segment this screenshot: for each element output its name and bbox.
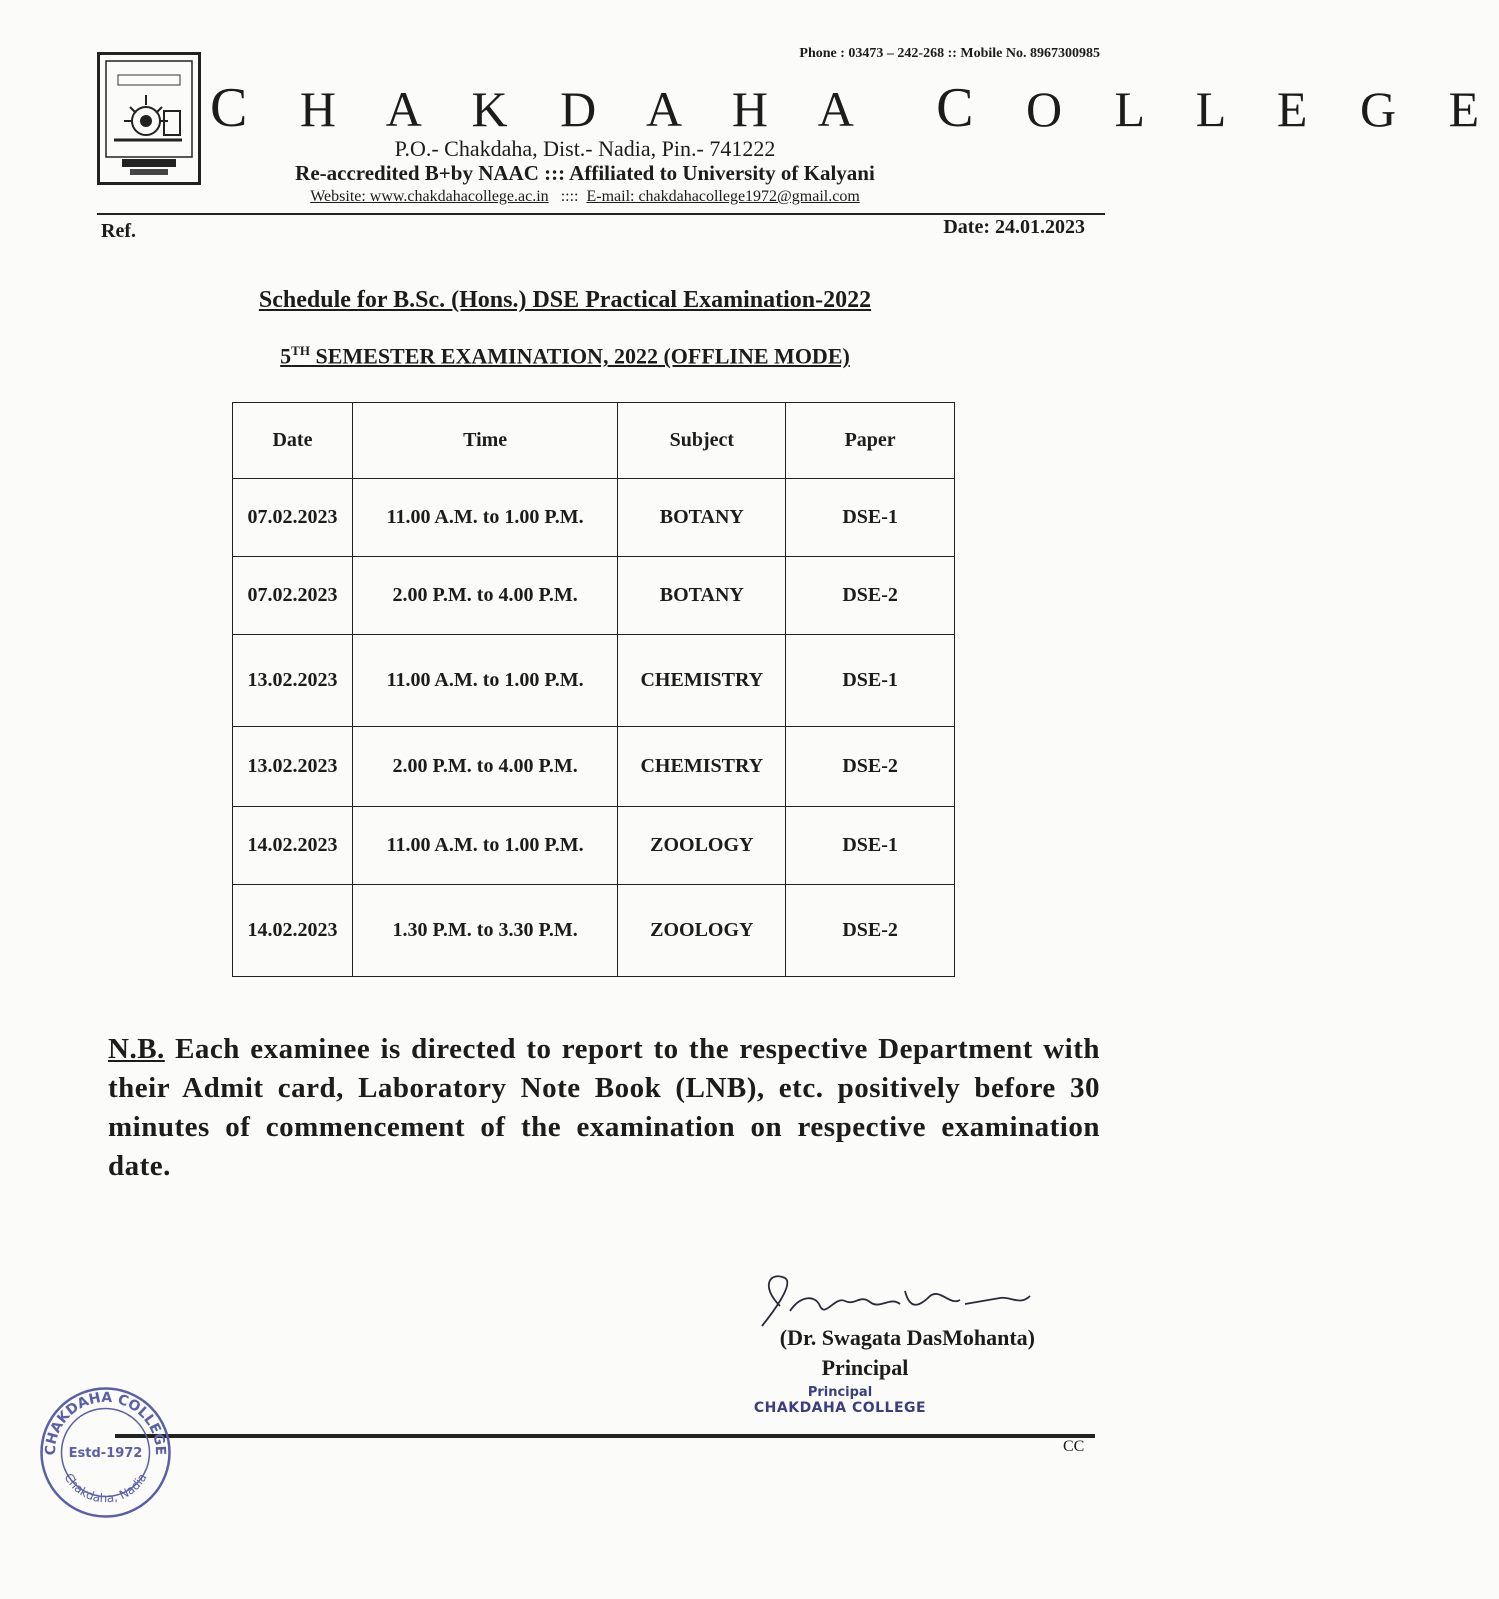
subject-cell: CHEMISTRY — [618, 635, 786, 727]
date-cell: 14.02.2023 — [233, 885, 353, 977]
date-cell: 13.02.2023 — [233, 727, 353, 807]
time-cell: 11.00 A.M. to 1.00 P.M. — [352, 807, 617, 885]
paper-cell: DSE-1 — [786, 635, 955, 727]
nb-text: Each examinee is directed to report to the respective Department with their Admit card, Laboratory Note Book (LNB), etc. positively before 30 minutes of commencement of the examination on respective examination date. — [108, 1033, 1100, 1182]
phone-line: Phone : 03473 – 242-268 :: Mobile No. 8967300985 — [799, 46, 1100, 61]
page-subtitle: 5TH SEMESTER EXAMINATION, 2022 (OFFLINE MODE) — [280, 343, 850, 369]
time-cell: 2.00 P.M. to 4.00 P.M. — [352, 557, 617, 635]
page-title: Schedule for B.Sc. (Hons.) DSE Practical Examination-2022 — [258, 287, 872, 313]
paper-cell: DSE-2 — [786, 727, 955, 807]
table-row — [233, 635, 955, 727]
time-cell: 11.00 A.M. to 1.00 P.M. — [352, 479, 617, 557]
time-cell: 2.00 P.M. to 4.00 P.M. — [352, 727, 617, 807]
subject-cell: ZOOLOGY — [618, 885, 786, 977]
college-seal-icon — [38, 1385, 173, 1520]
header-divider — [97, 213, 1105, 215]
svg-text:CHAKDAHA COLLEGE: CHAKDAHA COLLEGE — [42, 1389, 169, 1456]
address: P.O.- Chakdaha, Dist.- Nadia, Pin.- 741222 — [394, 136, 776, 161]
paper-cell: DSE-1 — [786, 479, 955, 557]
schedule-table — [232, 402, 955, 977]
issue-date: Date: 24.01.2023 — [943, 216, 1085, 238]
paper-cell: DSE-1 — [786, 807, 955, 885]
table-row — [233, 807, 955, 885]
footer-divider — [115, 1434, 1095, 1438]
table-header-row — [233, 403, 955, 479]
time-cell: 11.00 A.M. to 1.00 P.M. — [352, 635, 617, 727]
column-header: Paper — [786, 403, 955, 479]
paper-cell: DSE-2 — [786, 557, 955, 635]
principal-stamp: Principal CHAKDAHA COLLEGE — [753, 1385, 927, 1416]
subject-cell: ZOOLOGY — [618, 807, 786, 885]
website-link[interactable]: Website: www.chakdahacollege.ac.in — [310, 188, 549, 205]
cc-label: CC — [1063, 1438, 1085, 1455]
subject-cell: CHEMISTRY — [618, 727, 786, 807]
column-header: Subject — [618, 403, 786, 479]
email-link[interactable]: E-mail: chakdahacollege1972@gmail.com — [586, 188, 860, 205]
subject-cell: BOTANY — [618, 557, 786, 635]
table-row — [233, 727, 955, 807]
subject-cell: BOTANY — [618, 479, 786, 557]
college-name: C H A K D A H A C O L L E G E — [210, 77, 1499, 139]
ref-label: Ref. — [101, 220, 136, 242]
notice-paragraph — [108, 1030, 1100, 1186]
column-header: Date — [233, 403, 353, 479]
table-row — [233, 479, 955, 557]
date-cell: 07.02.2023 — [233, 479, 353, 557]
college-logo — [97, 52, 201, 185]
table-row — [233, 885, 955, 977]
paper-cell: DSE-2 — [786, 885, 955, 977]
svg-text:Estd-1972: Estd-1972 — [68, 1446, 143, 1461]
signatory-name: (Dr. Swagata DasMohanta) — [779, 1325, 1035, 1350]
date-cell: 13.02.2023 — [233, 635, 353, 727]
signatory-role: Principal — [821, 1355, 909, 1380]
table-row — [233, 557, 955, 635]
date-cell: 14.02.2023 — [233, 807, 353, 885]
separator: :::: — [560, 188, 579, 205]
column-header: Time — [352, 403, 617, 479]
accreditation: Re-accredited B+by NAAC ::: Affiliated to University of Kalyani — [295, 161, 875, 185]
time-cell: 1.30 P.M. to 3.30 P.M. — [352, 885, 617, 977]
date-cell: 07.02.2023 — [233, 557, 353, 635]
nb-label: N.B. — [108, 1033, 165, 1065]
svg-text:Chakdaha, Nadia: Chakdaha, Nadia — [61, 1470, 150, 1506]
college-crest-icon — [100, 55, 198, 182]
contact-line — [210, 188, 960, 206]
